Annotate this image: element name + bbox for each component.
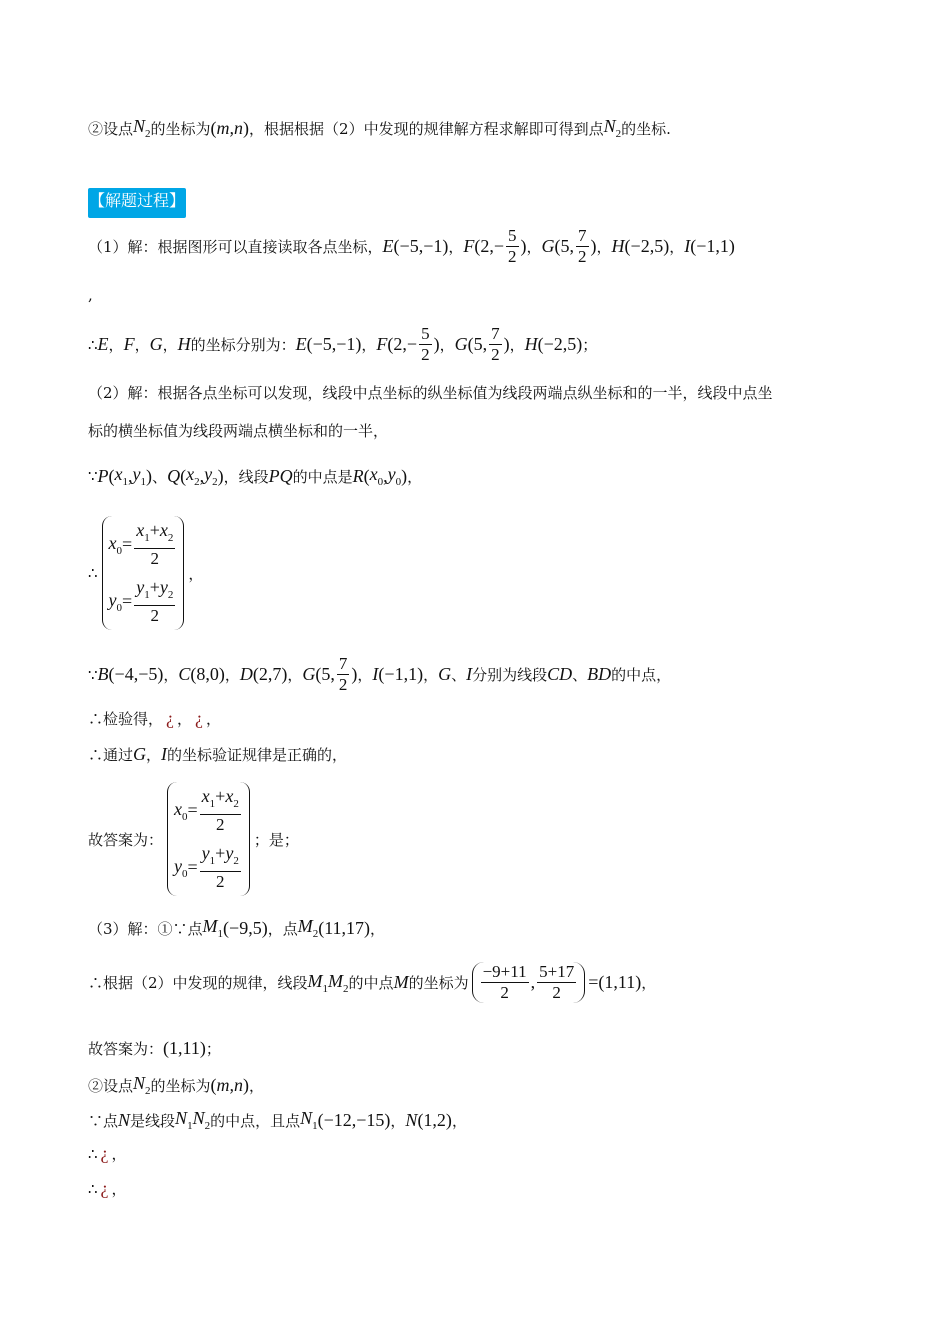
math-number: ) xyxy=(243,117,250,138)
math-variable: $y_0$ xyxy=(174,855,188,880)
text-line xyxy=(88,1108,467,1132)
text-run: ， xyxy=(163,666,179,684)
text-run: 是线段 xyxy=(130,1111,176,1130)
text-run: ， xyxy=(370,919,386,938)
math-variable: $N_2$ xyxy=(133,1073,151,1097)
fraction xyxy=(200,843,241,892)
math-variable: I xyxy=(466,664,473,684)
math-variable: I xyxy=(684,236,691,256)
text-run: ， xyxy=(134,336,150,354)
math-number: =(1,11) xyxy=(588,972,642,992)
plus-sign: + xyxy=(149,577,160,597)
math-number: (−5,−1) xyxy=(393,236,449,256)
text-run: ， xyxy=(669,238,685,256)
fraction xyxy=(576,226,589,267)
math-variable: $x_1$ xyxy=(114,464,129,488)
subscript: 2 xyxy=(233,798,239,810)
math-number: (1,2) xyxy=(417,1109,452,1130)
math-number: ) xyxy=(590,236,597,256)
denominator: 2 xyxy=(500,983,509,1002)
math-number: ( xyxy=(180,465,187,486)
subscript: 0 xyxy=(395,476,402,488)
math-variable: $N_2$ xyxy=(603,116,622,140)
subscript: 1 xyxy=(217,928,224,940)
plus-sign: + xyxy=(149,520,160,540)
math-variable: C xyxy=(178,664,191,684)
text-run: 的坐标为 xyxy=(408,974,469,992)
math-number: ) xyxy=(433,334,440,354)
math-number: ) xyxy=(217,465,224,486)
fraction xyxy=(489,324,502,365)
text-run: ； xyxy=(205,1040,221,1058)
numerator: 7 xyxy=(338,654,348,673)
math-variable: P xyxy=(97,465,109,486)
text-run: ， xyxy=(357,666,373,684)
math-variable: H xyxy=(611,236,625,256)
text-line xyxy=(88,1143,127,1164)
subscript: 1 xyxy=(144,532,150,544)
subscript: 0 xyxy=(182,810,188,823)
subscript: 0 xyxy=(377,476,384,488)
math-variable: $y_0$ xyxy=(387,464,402,488)
math-variable: R xyxy=(352,465,364,486)
math-number: (1,11) xyxy=(163,1038,206,1058)
math-variable: F xyxy=(463,236,475,256)
text-run: ∴ xyxy=(88,1144,98,1163)
fraction xyxy=(134,577,175,626)
math-variable: PQ xyxy=(268,465,293,486)
math-variable: H xyxy=(177,334,191,354)
math-variable: $x_2$ xyxy=(159,520,174,544)
denominator: 2 xyxy=(216,815,225,834)
placeholder-glyph: ¿ xyxy=(100,1178,109,1198)
math-variable: $x_2$ xyxy=(186,464,200,488)
text-run: ， xyxy=(287,666,303,684)
math-number: ( xyxy=(108,465,115,486)
text-line xyxy=(88,324,597,365)
subscript: 2 xyxy=(615,128,622,140)
math-variable: $y_2$ xyxy=(225,843,239,867)
subscript: 2 xyxy=(233,855,239,867)
math-number: ) xyxy=(146,465,153,486)
text-run: ∵点 xyxy=(88,1111,119,1130)
text-line xyxy=(88,382,773,403)
math-number: ) xyxy=(351,664,358,684)
numerator xyxy=(200,843,241,872)
comma: , xyxy=(530,972,536,992)
text-run: ， xyxy=(108,336,124,354)
plus-sign: + xyxy=(215,786,226,806)
math-variable: $y_2$ xyxy=(204,464,218,488)
math-number: ) xyxy=(401,465,408,486)
fraction xyxy=(419,324,432,365)
math-number: , xyxy=(383,465,388,486)
math-variable: $M_1$ xyxy=(307,970,329,995)
math-variable: I xyxy=(161,744,168,764)
subscript: 2 xyxy=(167,589,174,601)
math-variable: H xyxy=(524,334,538,354)
text-run: ， xyxy=(111,1145,127,1163)
text-run: 的中点，且点 xyxy=(210,1111,301,1130)
text-run: ， xyxy=(162,336,178,354)
text-run: 故答案为： xyxy=(88,830,164,849)
math-variable: $x_1$ xyxy=(136,520,150,544)
text-line xyxy=(88,1073,264,1097)
text-line xyxy=(88,516,203,630)
math-number: , xyxy=(128,465,133,486)
math-number: (2,− xyxy=(387,334,418,354)
fraction xyxy=(337,654,350,695)
denominator: 2 xyxy=(150,549,160,568)
text-run: 的坐标为 xyxy=(150,119,211,138)
text-run: ； xyxy=(582,336,598,354)
subscript: 2 xyxy=(204,1120,211,1132)
text-run: 的坐标验证规律是正确的， xyxy=(167,746,348,764)
math-variable: G xyxy=(149,334,163,354)
math-variable: $x_0$ xyxy=(174,798,188,823)
math-number: ) xyxy=(503,334,510,354)
text-run: ∴通过 xyxy=(88,746,134,764)
text-run: （3）解：①∵点 xyxy=(88,919,203,938)
subscript: 2 xyxy=(145,128,151,140)
math-variable: $M_1$ xyxy=(202,916,224,940)
math-number: (11,17) xyxy=(318,917,371,938)
denominator: 2 xyxy=(491,345,500,364)
math-number: (−2,5) xyxy=(537,334,583,354)
solution-process-badge: 【解题过程】 xyxy=(88,188,186,218)
math-variable: $y_1$ xyxy=(132,464,147,488)
text-run: 的中点 xyxy=(348,974,394,992)
math-number: (−2,5) xyxy=(624,236,670,256)
placeholder-glyph: ¿ xyxy=(166,708,175,728)
equation-row xyxy=(109,520,178,569)
numerator: 5 xyxy=(421,324,430,343)
math-variable: $x_0$ xyxy=(369,464,384,488)
text-run: 的中点， xyxy=(611,666,672,684)
subscript: 1 xyxy=(144,589,150,601)
numerator: −9+11 xyxy=(482,962,527,981)
math-number: (−9,5) xyxy=(223,917,268,938)
text-run: ②设点 xyxy=(88,1076,134,1095)
text-run: 、 xyxy=(152,467,168,486)
text-run: 故答案为： xyxy=(88,1040,164,1058)
text-run: 的坐标分别为： xyxy=(190,336,296,354)
math-variable: $y_2$ xyxy=(159,577,174,601)
text-run: ， xyxy=(361,336,377,354)
math-variable: G xyxy=(133,744,147,764)
subscript: 2 xyxy=(312,928,319,940)
text-line xyxy=(88,744,347,765)
math-variable: F xyxy=(123,334,135,354)
math-variable: G xyxy=(302,664,316,684)
text-run: ∴ xyxy=(88,564,98,582)
fraction xyxy=(537,962,576,1003)
text-line xyxy=(88,464,422,488)
numerator: 5 xyxy=(508,226,517,245)
math-variable: N xyxy=(405,1109,418,1130)
text-run: ， xyxy=(146,746,162,764)
text-run: ， xyxy=(451,1111,467,1130)
text-run: ∵ xyxy=(88,467,98,485)
math-variable: N xyxy=(118,1109,131,1130)
text-run: ， xyxy=(423,666,439,684)
math-variable: $N_2$ xyxy=(133,116,151,140)
text-run: ， xyxy=(206,710,222,728)
text-run: ∴检验得， xyxy=(88,710,164,728)
math-number: ) xyxy=(243,1074,250,1095)
subscript: 1 xyxy=(209,855,216,867)
math-variable: $x_1$ xyxy=(201,786,216,810)
equation-system xyxy=(167,782,250,896)
math-variable: $N_1$ xyxy=(175,1108,193,1132)
equation-row xyxy=(109,577,178,626)
math-number: (−4,−5) xyxy=(108,664,164,684)
math-variable: E xyxy=(382,236,394,256)
math-number: (5, xyxy=(554,236,575,256)
math-variable: CD xyxy=(547,664,573,684)
text-run: 、 xyxy=(572,666,588,684)
text-run: 的中点是 xyxy=(292,467,353,486)
denominator: 2 xyxy=(216,872,225,891)
subscript: 1 xyxy=(140,476,147,488)
denominator: 2 xyxy=(421,345,430,364)
text-run: 的坐标为 xyxy=(150,1076,211,1095)
subscript: 1 xyxy=(122,476,129,488)
text-run: ， xyxy=(526,238,542,256)
math-number: (−1,1) xyxy=(378,664,424,684)
subscript: 2 xyxy=(145,1085,151,1097)
denominator: 2 xyxy=(150,606,160,625)
text-run: （1）解：根据图形可以直接读取各点坐标， xyxy=(88,238,383,256)
equation-system xyxy=(102,516,185,630)
text-run: 分别为线段 xyxy=(472,666,548,684)
text-run: ， xyxy=(177,710,193,728)
denominator: 2 xyxy=(508,247,517,266)
math-number: , xyxy=(199,465,205,486)
text-run: ， xyxy=(439,336,455,354)
fraction xyxy=(200,786,241,835)
equals-sign: = xyxy=(122,534,133,554)
denominator: 2 xyxy=(552,983,561,1002)
math-variable: $y_0$ xyxy=(108,589,123,614)
text-run: ，根据根据（2）中发现的规律解方程求解即可得到点 xyxy=(249,119,604,138)
text-run: ，线段 xyxy=(223,467,269,486)
numerator: 7 xyxy=(578,226,587,245)
math-variable: E xyxy=(97,334,109,354)
subscript: 2 xyxy=(212,476,218,488)
text-line xyxy=(88,962,656,1003)
text-run: ∴根据（2）中发现的规律，线段 xyxy=(88,974,308,992)
text-line xyxy=(88,1178,127,1199)
equals-sign: = xyxy=(187,857,198,877)
text-run: ②设点 xyxy=(88,119,134,138)
math-variable: $y_1$ xyxy=(201,843,216,867)
subscript: 2 xyxy=(167,532,174,544)
math-variable: F xyxy=(376,334,388,354)
numerator xyxy=(134,577,175,606)
fraction xyxy=(481,962,529,1003)
coordinate-pair xyxy=(472,962,586,1003)
fraction xyxy=(134,520,175,569)
math-variable: G xyxy=(438,664,452,684)
text-run: , xyxy=(88,286,93,304)
text-line xyxy=(88,916,385,940)
math-variable: M xyxy=(393,972,409,992)
math-variable: G xyxy=(454,334,468,354)
subscript: 1 xyxy=(322,982,329,995)
placeholder-glyph: ¿ xyxy=(195,708,204,728)
equals-sign: = xyxy=(122,591,133,611)
math-variable: E xyxy=(295,334,307,354)
math-variable: $M_2$ xyxy=(297,916,319,940)
math-variable: $M_2$ xyxy=(328,970,349,995)
math-number: (−5,−1) xyxy=(306,334,362,354)
math-variable: m,n xyxy=(216,117,244,138)
math-number: (8,0) xyxy=(190,664,225,684)
subscript: 0 xyxy=(116,544,123,557)
subscript: 1 xyxy=(187,1120,193,1132)
denominator: 2 xyxy=(578,247,587,266)
math-number: (−1,1) xyxy=(690,236,735,256)
math-variable: $y_1$ xyxy=(136,577,150,601)
fraction xyxy=(506,226,519,267)
math-variable: B xyxy=(97,664,109,684)
text-run: ， xyxy=(407,467,423,486)
text-run: ， xyxy=(224,666,240,684)
text-run: ， xyxy=(249,1076,265,1095)
math-variable: D xyxy=(239,664,253,684)
equals-sign: = xyxy=(187,800,198,820)
numerator xyxy=(134,520,175,549)
numerator: 5+17 xyxy=(539,962,575,981)
text-run: ∴ xyxy=(88,335,98,354)
math-number: (−12,−15) xyxy=(317,1109,391,1130)
text-run: ， xyxy=(641,974,657,992)
text-run: ，点 xyxy=(267,919,298,938)
math-variable: Q xyxy=(167,465,181,486)
text-run: 标的横坐标值为线段两端点横坐标和的一半， xyxy=(88,422,389,440)
subscript: 1 xyxy=(209,798,216,810)
text-run: ， xyxy=(596,238,612,256)
math-number: ( xyxy=(210,117,217,138)
text-run: 的坐标. xyxy=(621,119,671,138)
math-number: (2,7) xyxy=(252,664,288,684)
math-variable: BD xyxy=(587,664,612,684)
text-line xyxy=(88,286,93,304)
text-line xyxy=(88,1038,221,1059)
numerator: 7 xyxy=(491,324,500,343)
placeholder-glyph: ¿ xyxy=(100,1143,109,1163)
text-line xyxy=(88,708,221,729)
subscript: 0 xyxy=(182,867,188,880)
math-variable: $x_0$ xyxy=(108,532,123,557)
math-variable: m,n xyxy=(216,1074,244,1095)
math-variable: $N_1$ xyxy=(300,1108,318,1132)
text-run: ， xyxy=(188,564,204,583)
plus-sign: + xyxy=(215,843,226,863)
text-run: ， xyxy=(390,1111,406,1130)
text-line xyxy=(88,226,735,267)
math-variable: $N_2$ xyxy=(192,1108,211,1132)
math-variable: G xyxy=(541,236,555,256)
math-number: ( xyxy=(210,1074,217,1095)
text-run: ， xyxy=(509,336,525,354)
text-run: ∴ xyxy=(88,1179,98,1198)
denominator: 2 xyxy=(338,675,348,694)
math-number: (2,− xyxy=(474,236,505,256)
numerator xyxy=(200,786,241,815)
math-number: ) xyxy=(520,236,527,256)
text-run: 、 xyxy=(451,666,467,684)
text-run: ， xyxy=(111,1180,127,1198)
subscript: 0 xyxy=(116,601,123,614)
text-run: ， xyxy=(448,238,464,256)
math-number: ( xyxy=(363,465,370,486)
math-number: (5, xyxy=(315,664,335,684)
subscript: 2 xyxy=(194,476,200,488)
math-variable: $x_2$ xyxy=(225,786,239,810)
equation-row xyxy=(174,843,243,892)
math-number: (5, xyxy=(467,334,488,354)
text-run: （2）解：根据各点坐标可以发现，线段中点坐标的纵坐标值为线段两端点纵坐标和的一半，线段中点坐 xyxy=(88,384,773,402)
equation-row xyxy=(174,786,243,835)
text-line xyxy=(88,116,671,140)
text-line xyxy=(88,420,388,441)
text-line xyxy=(88,782,299,896)
subscript: 2 xyxy=(343,982,349,995)
math-variable: I xyxy=(372,664,379,684)
subscript: 1 xyxy=(312,1120,318,1132)
text-run: ∵ xyxy=(88,665,98,684)
text-run: ；是； xyxy=(253,830,299,849)
text-line xyxy=(88,654,671,695)
